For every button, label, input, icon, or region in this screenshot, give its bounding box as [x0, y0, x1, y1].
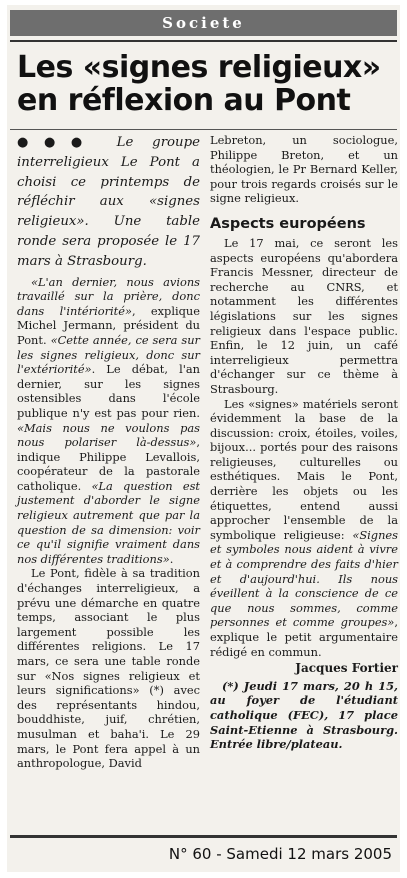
body-text: , explique Michel Jermann, président du Pont.: [17, 303, 201, 347]
issue-date: N° 60 - Samedi 12 mars 2005: [168, 845, 392, 863]
paragraph: [210, 397, 398, 660]
paragraph: Le Pont, fidèle à sa tradition d'échanges interreligieux, a prévu une démarche en quatre temps, associant le plus largement possible les différentes religions. Le 17 mars, ce sera une table ronde sur «Nos signes religieux et leurs significations» (*) avec des représentants hindou, bouddhiste, juif, chrétien, musulman et baha'i. Le 29 mars, le Pont fera appel à un anthropologue, David: [17, 566, 200, 771]
lead-text: Le groupe interreligieux Le Pont a choisi ce printemps de réfléchir aux «signes religieux». Une table ronde sera proposée le 17 mars à Strasbourg.: [17, 135, 200, 269]
section-rubric: Societe: [10, 10, 397, 36]
subheading: Aspects européens: [210, 215, 366, 232]
footnote: (*) Jeudi 17 mars, 20 h 15, au foyer de l'étudiant catholique (FEC), 17 place Saint-Etienne à Strasbourg. Entrée libre/plateau.: [210, 678, 398, 752]
newspaper-clipping: [7, 5, 400, 872]
body-text: . Le débat, l'an dernier, sur les signes ostensibles dans l'école publique n'y est pas pour rien.: [17, 362, 200, 420]
quote: «La question est justement d'aborder le signe religieux autrement que par la question de sa dimension: voir ce qu'il signifie vraiment dans nos différentes traditions»: [17, 478, 200, 566]
quote: «Cette année, ce sera sur les signes religieux, donc sur l'extériorité»: [17, 332, 200, 377]
quote: «Signes et symboles nous aident à vivre et à comprendre des faits d'hier et d'aujourd'hui. Ils nous éveillent à la conscience de ce que nous sommes, comme personnes et comme groupes»: [210, 527, 398, 630]
author-signature: Jacques Fortier: [295, 661, 398, 676]
column-right: [210, 133, 398, 752]
article-headline: Les «signes religieux» en réflexion au Pont: [17, 50, 381, 118]
paragraph: [17, 275, 200, 567]
divider: [10, 129, 397, 130]
quote: «L'an dernier, nous avions travaillé sur la prière, donc dans l'intériorité»: [17, 274, 200, 318]
paragraph: Le 17 mai, ce seront les aspects européens qu'abordera Francis Messner, directeur de recherche au CNRS, et notamment les différentes législations sur les signes religieux dans l'espace public. Enfin, le 12 juin, un café interreligieux permettra d'échanger sur ce thème à Strasbourg.: [210, 235, 398, 396]
body-text: , explique le petit argumentaire rédigé en commun.: [210, 615, 398, 659]
article-lead: [17, 133, 200, 272]
quote: «Mais nous ne voulons pas nous polariser là-dessus»: [17, 420, 200, 450]
body-text: .: [169, 551, 174, 566]
divider: [10, 40, 397, 42]
divider: [10, 835, 397, 838]
body-text: Les «signes» matériels seront évidemment la base de la discussion: croix, étoiles, voiles, bijoux... portés pour des raisons religieuses, culturelles ou esthétiques. Mais le Pont, derrière les objets ou les étiquettes, entend aussi approcher l'ensemble de la symbolique religieuse:: [210, 396, 398, 542]
column-left: [17, 133, 200, 771]
paragraph: Lebreton, un sociologue, Philippe Breton, et un théologien, le Pr Bernard Keller, pour trois regards croisés sur le signe religieux.: [210, 133, 398, 206]
body-text: , indique Philippe Levallois, coopérateur de la pastorale catholique.: [17, 435, 200, 493]
bullet-dots-icon: ●●●: [17, 135, 98, 150]
